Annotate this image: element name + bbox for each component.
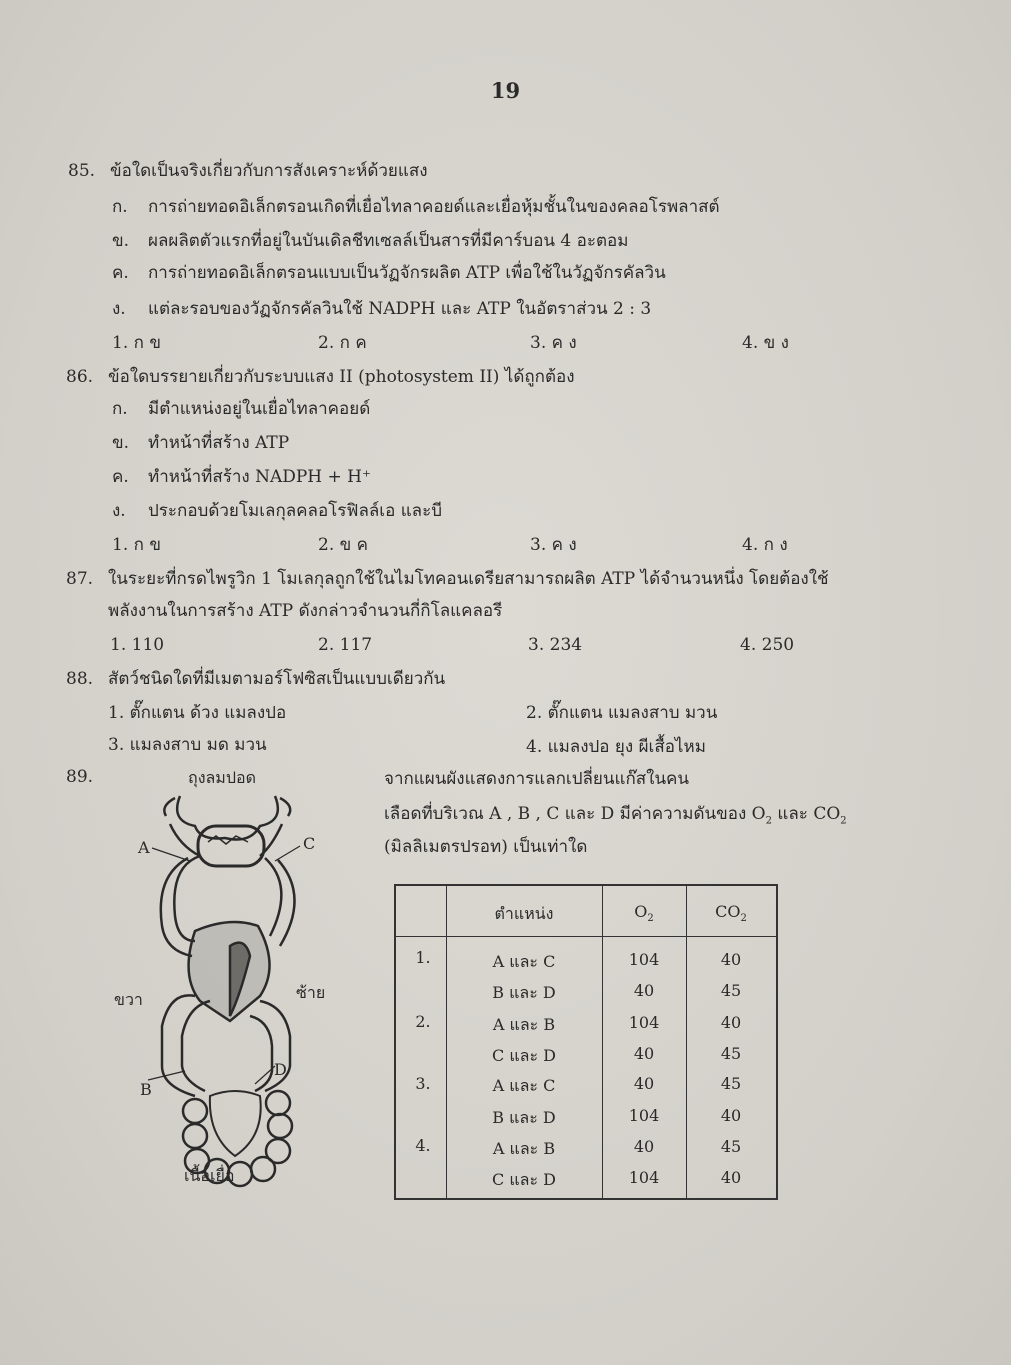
q86-item-mark: ค. [112,467,129,487]
q85-item-mark: ค. [112,263,129,283]
table-row-position: A และ B [492,1015,556,1034]
q85-item-text: การถ่ายทอดอิเล็กตรอนเกิดที่เยื่อไทลาคอยด์และเยื่อหุ้มชั้นในของคลอโรพลาสต์ [148,197,720,217]
table-row-position: C และ D [492,1046,556,1065]
q85-choice[interactable]: 3. ค ง [530,333,577,353]
q85-item-text: แต่ละรอบของวัฏจักรคัลวินใช้ NADPH และ ATP ในอัตราส่วน 2 : 3 [148,299,652,319]
q88-choice[interactable]: 4. แมลงปอ ยุง ผีเสื้อไหม [526,737,706,757]
page-number: 19 [490,78,521,103]
q86-item-mark: ง. [112,501,126,521]
table-row-number: 3. [415,1074,431,1093]
q86-choice[interactable]: 4. ก ง [742,535,788,555]
table-row-o2: 40 [633,1137,655,1156]
q86-stem: ข้อใดบรรยายเกี่ยวกับระบบแสง II (photosystem II) ได้ถูกต้อง [108,367,575,387]
q85-stem: ข้อใดเป็นจริงเกี่ยวกับการสังเคราะห์ด้วยแสง [110,161,428,181]
table-row-position: A และ B [492,1139,556,1158]
q86-item-mark: ข. [112,433,130,453]
q85-item-text: การถ่ายทอดอิเล็กตรอนแบบเป็นวัฏจักรผลิต ATP เพื่อใช้ในวัฏจักรคัลวิน [148,263,666,283]
q86-item-text: ทำหน้าที่สร้าง NADPH + H⁺ [148,467,371,487]
table-row-o2: 40 [633,1074,655,1093]
label-B: B [140,1080,152,1099]
q88-choice[interactable]: 1. ตั๊กแตน ด้วง แมลงปอ [108,703,287,723]
label-left-side: ซ้าย [296,983,326,1002]
q85-number: 85. [68,161,96,181]
table-row-co2: 45 [720,981,742,1000]
table-row-co2: 45 [720,1137,742,1156]
q85-item-mark: ก. [112,197,128,217]
q86-item-mark: ก. [112,399,128,419]
q88-number: 88. [66,669,94,689]
table-row-position: A และ C [492,952,556,971]
table-row-position: C และ D [492,1170,556,1189]
label-C: C [303,834,316,853]
q85-choice[interactable]: 2. ก ค [318,333,367,353]
q88-choice[interactable]: 2. ตั๊กแตน แมลงสาบ มวน [526,703,718,723]
q85-choice[interactable]: 4. ข ง [742,333,789,353]
q85-item-text: ผลผลิตตัวแรกที่อยู่ในบันเดิลชีทเซลล์เป็นสารที่มีคาร์บอน 4 อะตอม [148,231,629,251]
q85-item-mark: ข. [112,231,130,251]
q87-choice[interactable]: 2. 117 [318,635,373,655]
q86-choice[interactable]: 2. ข ค [318,535,369,555]
table-row-co2: 45 [720,1074,742,1093]
q89-stem-part-b: และ CO [772,804,841,824]
q86-item-text: ทำหน้าที่สร้าง ATP [148,433,290,453]
table-row-co2: 40 [720,1168,742,1187]
table-row-number: 4. [415,1136,431,1155]
q87-number: 87. [66,569,94,589]
table-row-o2: 104 [628,1106,660,1125]
table-row-position: A และ C [492,1076,556,1095]
q87-choice[interactable]: 4. 250 [740,635,795,655]
table-row-number: 1. [415,948,431,967]
table-row-number: 2. [415,1012,431,1031]
q86-item-text: มีตำแหน่งอยู่ในเยื่อไทลาคอยด์ [148,399,371,419]
label-D: D [274,1060,287,1079]
q86-choice[interactable]: 3. ค ง [530,535,577,555]
table-row-co2: 45 [720,1044,742,1063]
q89-stem-line1: จากแผนผังแสดงการแลกเปลี่ยนแก๊สในคน [384,769,690,789]
q89-number: 89. [66,767,94,787]
label-tissue: เนื้อเยื่อ [184,1166,235,1185]
header-co2: $CO_2$ [715,902,747,925]
gas-pressure-table [394,884,778,1200]
table-row-o2: 40 [633,981,655,1000]
table-row-o2: 104 [628,1013,660,1032]
q85-choice[interactable]: 1. ก ข [112,333,161,353]
q86-number: 86. [66,367,94,387]
table-row-co2: 40 [720,950,742,969]
q87-choice[interactable]: 1. 110 [110,635,165,655]
q88-stem: สัตว์ชนิดใดที่มีเมตามอร์โฟซิสเป็นแบบเดียวกัน [108,669,446,689]
q87-choice[interactable]: 3. 234 [528,635,583,655]
q87-stem-line1: ในระยะที่กรดไพรูวิก 1 โมเลกุลถูกใช้ในไมโทคอนเดรียสามารถผลิต ATP ได้จำนวนหนึ่ง โดยต้องใช้ [108,569,829,589]
table-row-co2: 40 [720,1013,742,1032]
q88-choice[interactable]: 3. แมลงสาบ มด มวน [108,735,267,755]
label-A: A [138,838,150,857]
table-row-co2: 40 [720,1106,742,1125]
header-o2: $O_2$ [634,902,654,925]
label-alveoli: ถุงลมปอด [188,768,257,787]
table-row-o2: 104 [628,950,660,969]
header-position: ตำแหน่ง [494,904,554,923]
q85-item-mark: ง. [112,299,126,319]
table-row-position: B และ D [492,1108,556,1127]
label-right-side: ขวา [114,990,143,1009]
q89-stem-line3: (มิลลิเมตรปรอท) เป็นเท่าใด [384,837,588,857]
table-row-o2: 104 [628,1168,660,1187]
table-row-o2: 40 [633,1044,655,1063]
q86-choice[interactable]: 1. ก ข [112,535,161,555]
q89-stem-line2: เลือดที่บริเวณ A , B , C และ D มีค่าความดันของ $O_2$ และ $CO_2$ [384,804,847,827]
gas-exchange-diagram [100,766,360,1196]
q86-item-text: ประกอบด้วยโมเลกุลคลอโรฟิลล์เอ และบี [148,501,443,521]
q87-stem-line2: พลังงานในการสร้าง ATP ดังกล่าวจำนวนกี่กิโลแคลอรี [108,601,503,621]
q89-stem-part-a: เลือดที่บริเวณ A , B , C และ D มีค่าความดันของ O [384,804,766,824]
table-row-position: B และ D [492,983,556,1002]
